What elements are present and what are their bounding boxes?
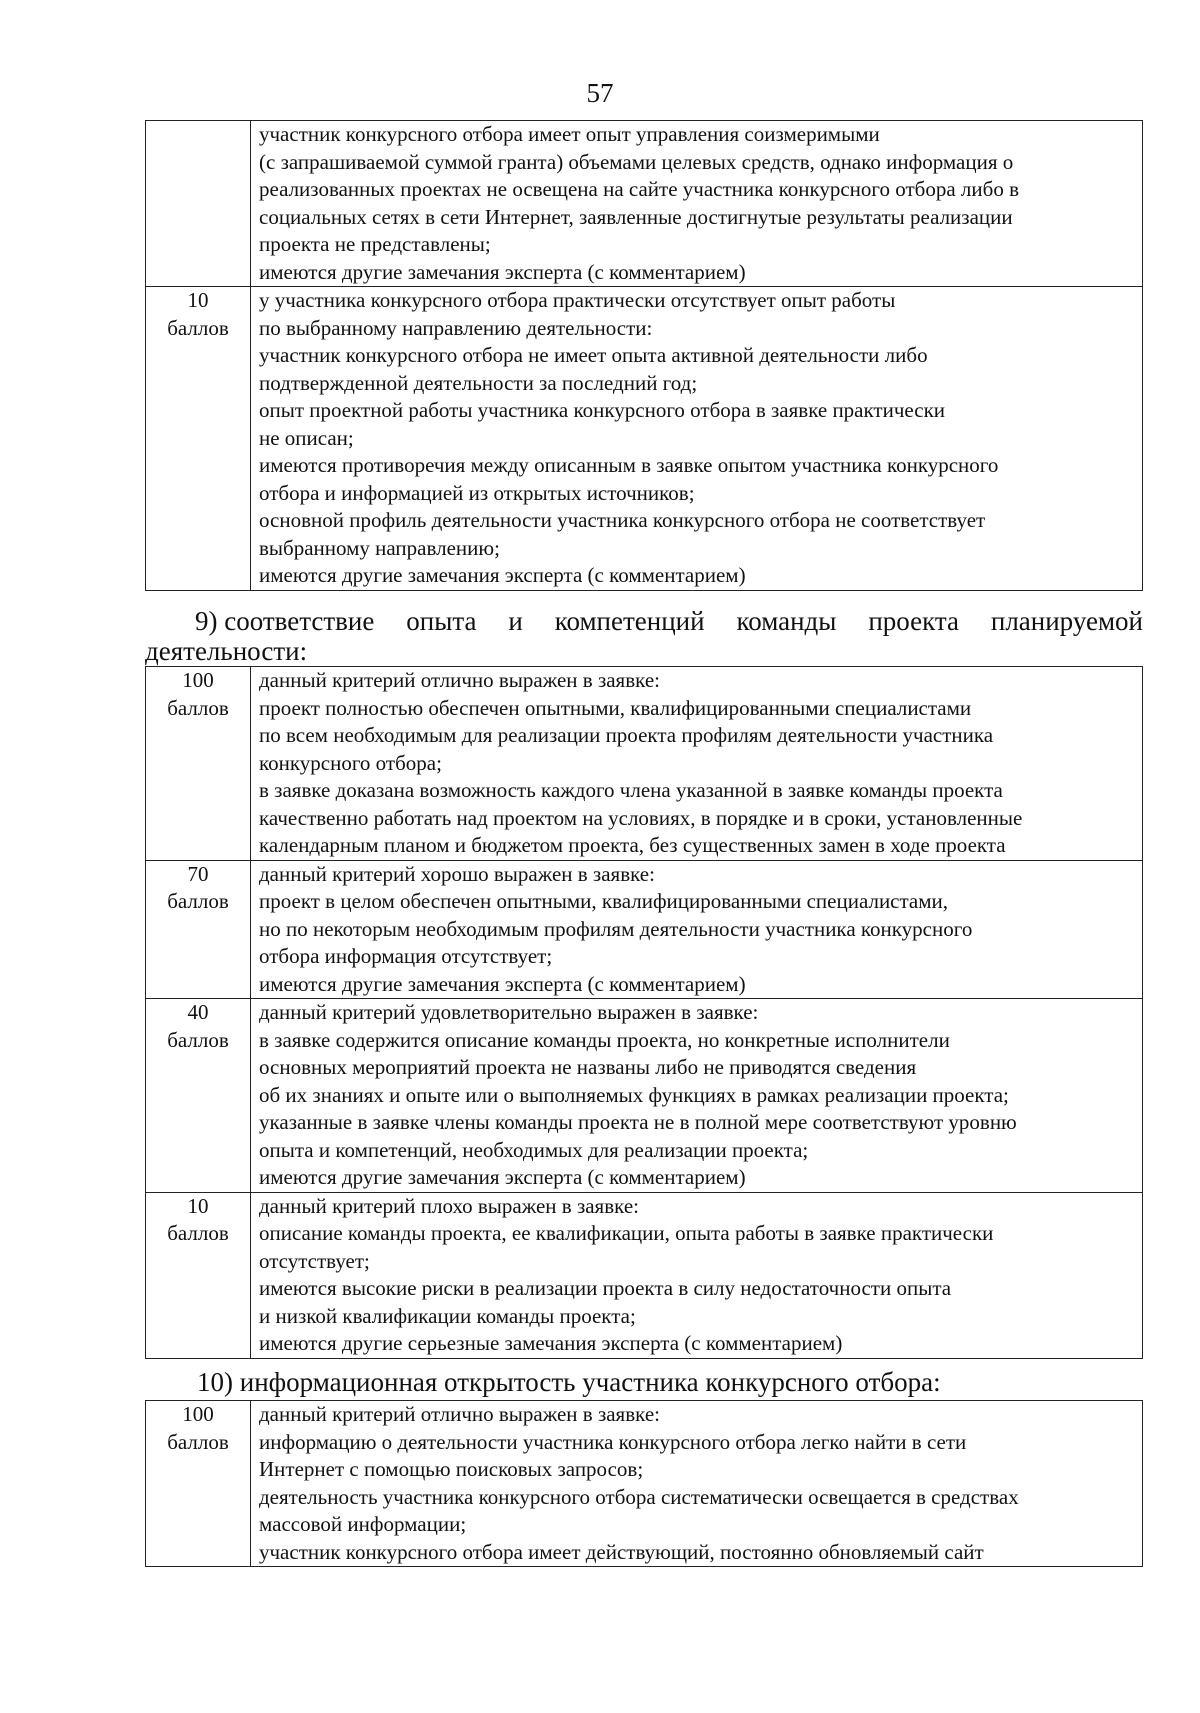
description-line: отсутствует;: [259, 1248, 370, 1273]
description-line: имеются другие замечания эксперта (с комментарием): [259, 259, 746, 284]
score-unit: баллов: [167, 1221, 229, 1245]
description-line: Интернет с помощью поисковых запросов;: [259, 1457, 644, 1481]
score-cell: [146, 860, 251, 999]
heading-word: и: [508, 606, 523, 636]
heading-word: 9) соответствие: [195, 606, 375, 636]
description-line: по выбранному направлению деятельности:: [259, 315, 653, 340]
description-line: но по некоторым необходимым профилям деятельности участника конкурсного: [259, 916, 973, 941]
criteria-row: [146, 860, 1143, 999]
score-cell: [146, 1192, 251, 1358]
criteria-row: [146, 287, 1143, 591]
description-line: календарным планом и бюджетом проекта, без существенных замен в ходе проекта: [259, 833, 1006, 857]
heading-word: команды: [736, 606, 837, 636]
description-line: (с запрашиваемой суммой гранта) объемами целевых средств, однако информация о: [259, 149, 1014, 174]
score-value: 10: [187, 1193, 209, 1218]
score-cell: [146, 287, 251, 591]
description-line: данный критерий удовлетворительно выражен в заявке:: [259, 1000, 759, 1024]
score-unit: баллов: [167, 889, 229, 913]
description-line: информацию о деятельности участника конкурсного отбора легко найти в сети: [259, 1429, 967, 1454]
heading-word: компетенций: [554, 606, 705, 636]
description-line: проект в целом обеспечен опытными, квалифицированными специалистами,: [259, 889, 949, 913]
description-line: отбора информация отсутствует;: [259, 944, 553, 968]
description-line: подтвержденной деятельности за последний год;: [259, 370, 698, 395]
description-line: имеются противоречия между описанным в заявке опытом участника конкурсного: [259, 453, 999, 477]
criteria-table-section-8: [145, 120, 1143, 591]
criteria-description: [251, 287, 1143, 591]
description-line: об их знаниях и опыте или о выполняемых функциях в рамках реализации проекта;: [259, 1082, 1009, 1107]
section-9-heading: [145, 606, 1143, 666]
description-line: имеются другие замечания эксперта (с комментарием): [259, 1165, 746, 1189]
description-line: социальных сетях в сети Интернет, заявленные достигнутые результаты реализации: [259, 204, 1013, 229]
criteria-description: [251, 667, 1143, 861]
score-cell: [146, 1401, 251, 1567]
description-line: имеются высокие риски в реализации проекта в силу недостаточности опыта: [259, 1276, 952, 1300]
criteria-description: [251, 999, 1143, 1193]
heading-word: планируемой: [990, 606, 1143, 636]
score-value: 100: [182, 1402, 214, 1426]
description-line: опыта и компетенций, необходимых для реализации проекта;: [259, 1137, 809, 1162]
criteria-row: [146, 121, 1143, 287]
description-line: опыт проектной работы участника конкурсного отбора в заявке практически: [259, 398, 946, 422]
description-line: участник конкурсного отбора имеет действующий, постоянно обновляемый сайт: [259, 1539, 984, 1564]
description-line: данный критерий отлично выражен в заявке:: [259, 1402, 660, 1426]
criteria-description: [251, 1192, 1143, 1358]
description-line: по всем необходимым для реализации проекта профилям деятельности участника: [259, 723, 994, 747]
description-line: описание команды проекта, ее квалификации, опыта работы в заявке практически: [259, 1221, 994, 1245]
description-line: деятельность участника конкурсного отбора систематически освещается в средствах: [259, 1484, 1019, 1509]
description-line: основной профиль деятельности участника конкурсного отбора не соответствует: [259, 508, 986, 532]
description-line: указанные в заявке члены команды проекта не в полной мере соответствуют уровню: [259, 1110, 1017, 1134]
description-line: проекта не представлены;: [259, 232, 491, 256]
description-line: у участника конкурсного отбора практически отсутствует опыт работы: [259, 288, 896, 312]
score-cell: [146, 121, 251, 287]
score-unit: баллов: [167, 1429, 229, 1454]
criteria-table-section-9: [145, 666, 1143, 1359]
description-line: имеются другие серьезные замечания эксперта (с комментарием): [259, 1331, 843, 1355]
score-unit: баллов: [167, 315, 229, 340]
criteria-description: [251, 121, 1143, 287]
section-10-heading: 10) информационная открытость участника конкурсного отбора:: [197, 1367, 941, 1397]
score-cell: [146, 999, 251, 1193]
score-value: 100: [182, 668, 214, 692]
description-line: реализованных проектах не освещена на сайте участника конкурсного отбора либо в: [259, 177, 1019, 201]
description-line: данный критерий отлично выражен в заявке:: [259, 668, 660, 692]
score-unit: баллов: [167, 695, 229, 720]
score-value: 40: [187, 1000, 209, 1024]
criteria-row: [146, 1401, 1143, 1567]
score-value: 10: [187, 288, 209, 312]
description-line: проект полностью обеспечен опытными, квалифицированными специалистами: [259, 695, 972, 720]
description-line: участник конкурсного отбора имеет опыт управления соизмеримыми: [259, 122, 880, 146]
description-line: данный критерий плохо выражен в заявке:: [259, 1193, 639, 1218]
heading-word: опыта: [406, 606, 477, 636]
score-value: 70: [187, 861, 209, 886]
description-line: и низкой квалификации команды проекта;: [259, 1303, 636, 1328]
description-line: конкурсного отбора;: [259, 750, 442, 775]
description-line: основных мероприятий проекта не названы либо не приводятся сведения: [259, 1055, 917, 1079]
criteria-description: [251, 860, 1143, 999]
description-line: данный критерий хорошо выражен в заявке:: [259, 861, 655, 886]
heading-word: проекта: [868, 606, 959, 636]
description-line: массовой информации;: [259, 1512, 467, 1536]
description-line: в заявке содержится описание команды проекта, но конкретные исполнители: [259, 1027, 950, 1052]
criteria-row: [146, 667, 1143, 861]
criteria-row: [146, 999, 1143, 1193]
criteria-row: [146, 1192, 1143, 1358]
criteria-description: [251, 1401, 1143, 1567]
score-cell: [146, 667, 251, 861]
description-line: имеются другие замечания эксперта (с комментарием): [259, 563, 746, 587]
section-9-heading-line2: деятельности:: [145, 636, 308, 666]
criteria-table-section-10: [145, 1400, 1143, 1567]
description-line: участник конкурсного отбора не имеет опыта активной деятельности либо: [259, 343, 928, 367]
description-line: выбранному направлению;: [259, 535, 500, 560]
score-unit: баллов: [167, 1027, 229, 1052]
description-line: не описан;: [259, 425, 354, 450]
page-number: 57: [586, 78, 614, 108]
section-9-heading-line1: [145, 606, 1143, 636]
description-line: в заявке доказана возможность каждого члена указанной в заявке команды проекта: [259, 778, 1003, 802]
description-line: отбора и информацией из открытых источников;: [259, 480, 695, 505]
description-line: имеются другие замечания эксперта (с комментарием): [259, 971, 746, 996]
description-line: качественно работать над проектом на условиях, в порядке и в сроки, установленные: [259, 805, 1023, 830]
